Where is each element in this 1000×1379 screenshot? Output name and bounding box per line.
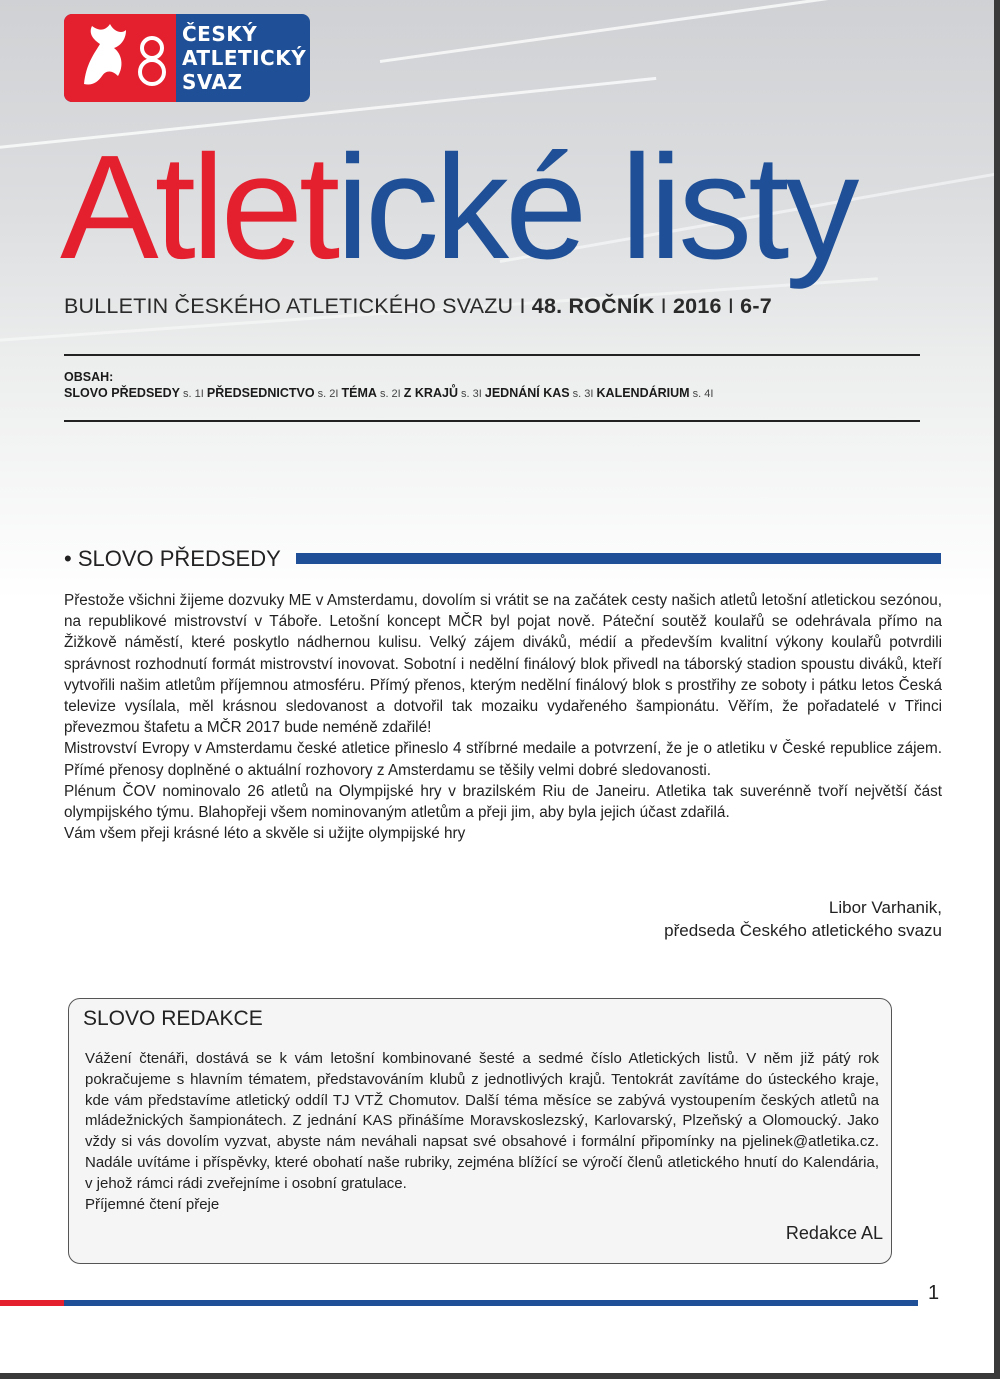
toc-item-page: s. 1I [180,388,207,400]
table-of-contents [64,370,713,400]
toc-item-title[interactable]: KALENDÁRIUM [596,386,690,400]
section-heading-label: • SLOVO PŘEDSEDY [64,546,281,571]
signature-name: Libor Varhanik, [828,898,942,917]
subtitle-separator: I [654,294,673,318]
lion-emblem-icon [64,14,176,102]
toc-line [64,386,713,400]
signature-role: předseda Českého atletického svazu [664,921,942,940]
editorial-paragraph: Příjemné čtení přeje [85,1195,220,1213]
toc-item-title[interactable]: TÉMA [341,386,377,400]
chairman-article [64,590,942,844]
toc-item-page: s. 3I [569,388,597,400]
chairman-section-heading [64,546,281,572]
toc-item-page: s. 2I [314,388,342,400]
subtitle-separator: I [721,294,741,318]
subtitle-issue: 6-7 [740,294,772,318]
article-paragraph: Vám všem přeji krásné léto a skvěle si užijte olympijské hry [64,825,466,843]
logo-line-3: SVAZ [182,70,243,94]
logo-line-1: ČESKÝ [182,22,258,46]
editorial-text [85,1049,879,1215]
editorial-paragraph: Vážení čtenáři, dostává se k vám letošní kombinované šesté a sedmé číslo Atletických listů. V něm již pátý rok pokračujeme s hlavním tématem, představováním klubů z jednotlivých krajů. Tentokrát zavítáme do ústeckého kraje, kde vám představíme atletický oddíl TJ VTŽ Chomutov. Další téma měsíce se zabývá vystoupením českých atletů na mládežnických šampionátech. Z jednání KAS přinášíme Moravskoslezský, Karlovarský, Plzeňský a Olomoucký. Jako vždy si vás dovolím vyzvat, abyste nám neváhali napsat své obsahové i formální připomínky na pjelinek@atletika.cz. Nadále uvítáme i příspěvky, které obohatí naše rubriky, zejména blížící se výročí členů atletického hnutí do Kalendária, v jehož rámci rádi zveřejníme i osobní gratulace. [85,1050,879,1192]
article-paragraph: Přestože všichni žijeme dozvuky ME v Amsterdamu, dovolím si vrátit se na začátek cesty našich atletů letošní atletickou sezónou, na republikové mistrovství v Táboře. Letošní koncept MČR byl pojat nově. Páteční soutěž koulařů se odehrávala přímo na Žižkově náměstí, které poskytlo nádhernou kulisu. Velký zájem diváků, médií a především kvalitní výkony koulařů potvrdili správnost rozhodnutí formát mistrovství inovovat. Sobotní i nedělní finálový blok přivedl na táborský stadion spoustu diváků, kteří vytvořili našim atletům příjemnou atmosféru. Přímý přenos, kterým nedělní finálový blok s prostřihy ze soboty i pátku letos Česká televize vysílala, měl krásnou sledovanost a dotvořil tak mozaiku vydařeného šampionátu. Věřím, že pořadatelé v Třinci převezmou štafetu a MČR 2017 bude neméně zdařilé! [64,592,942,737]
page-number: 1 [928,1282,940,1304]
divider [64,420,920,422]
masthead-title-blue: ické listy [336,125,856,290]
toc-item-title[interactable]: Z KRAJŮ [403,386,458,400]
editorial-box [68,998,892,1264]
divider [64,354,920,356]
chairman-signature [664,896,942,942]
subtitle-year: 2016 [673,294,722,318]
footer-bar-red [0,1300,64,1306]
toc-item-page: s. 3I [457,388,485,400]
footer-bar-blue [64,1300,918,1306]
page-frame-right [994,0,1000,1379]
federation-logo [64,14,310,102]
masthead-title [60,125,856,290]
toc-item-page: s. 4I [689,388,714,400]
masthead-subtitle [64,294,772,319]
toc-heading: OBSAH: [64,370,114,384]
logo-line-2: ATLETICKÝ [182,46,307,70]
toc-item-title[interactable]: JEDNÁNÍ KAS [484,386,570,400]
page-frame-bottom [0,1373,1000,1379]
toc-item-title[interactable]: SLOVO PŘEDSEDY [64,386,180,400]
subtitle-volume: 48. ROČNÍK [531,294,655,318]
article-paragraph: Plénum ČOV nominovalo 26 atletů na Olympijské hry v brazilském Riu de Janeiru. Atletika tak suverénně tvoří největší část olympijského týmu. Blahopřeji všem nominovaným atletům a přeji jim, aby byla jejich účast zdařilá. [64,782,942,822]
article-paragraph: Mistrovství Evropy v Amsterdamu české atletice přineslo 4 stříbrné medaile a potvrzení, že je o atletiku v České republice zájem. Přímé přenosy doplněné o aktuální rozhovory z Amsterdamu se těšily velmi dobré sledovanosti. [64,740,942,779]
subtitle-prefix: BULLETIN ČESKÉHO ATLETICKÉHO SVAZU [64,294,514,318]
masthead-title-red: Atlet [60,125,337,290]
toc-item-title[interactable]: PŘEDSEDNICTVO [206,386,315,400]
logo-text [182,22,306,94]
subtitle-separator: I [513,294,532,318]
editorial-heading: SLOVO REDAKCE [83,1007,263,1030]
section-heading-bar [296,553,941,564]
editorial-signature: Redakce AL [785,1223,883,1243]
toc-item-page: s. 2I [376,388,404,400]
